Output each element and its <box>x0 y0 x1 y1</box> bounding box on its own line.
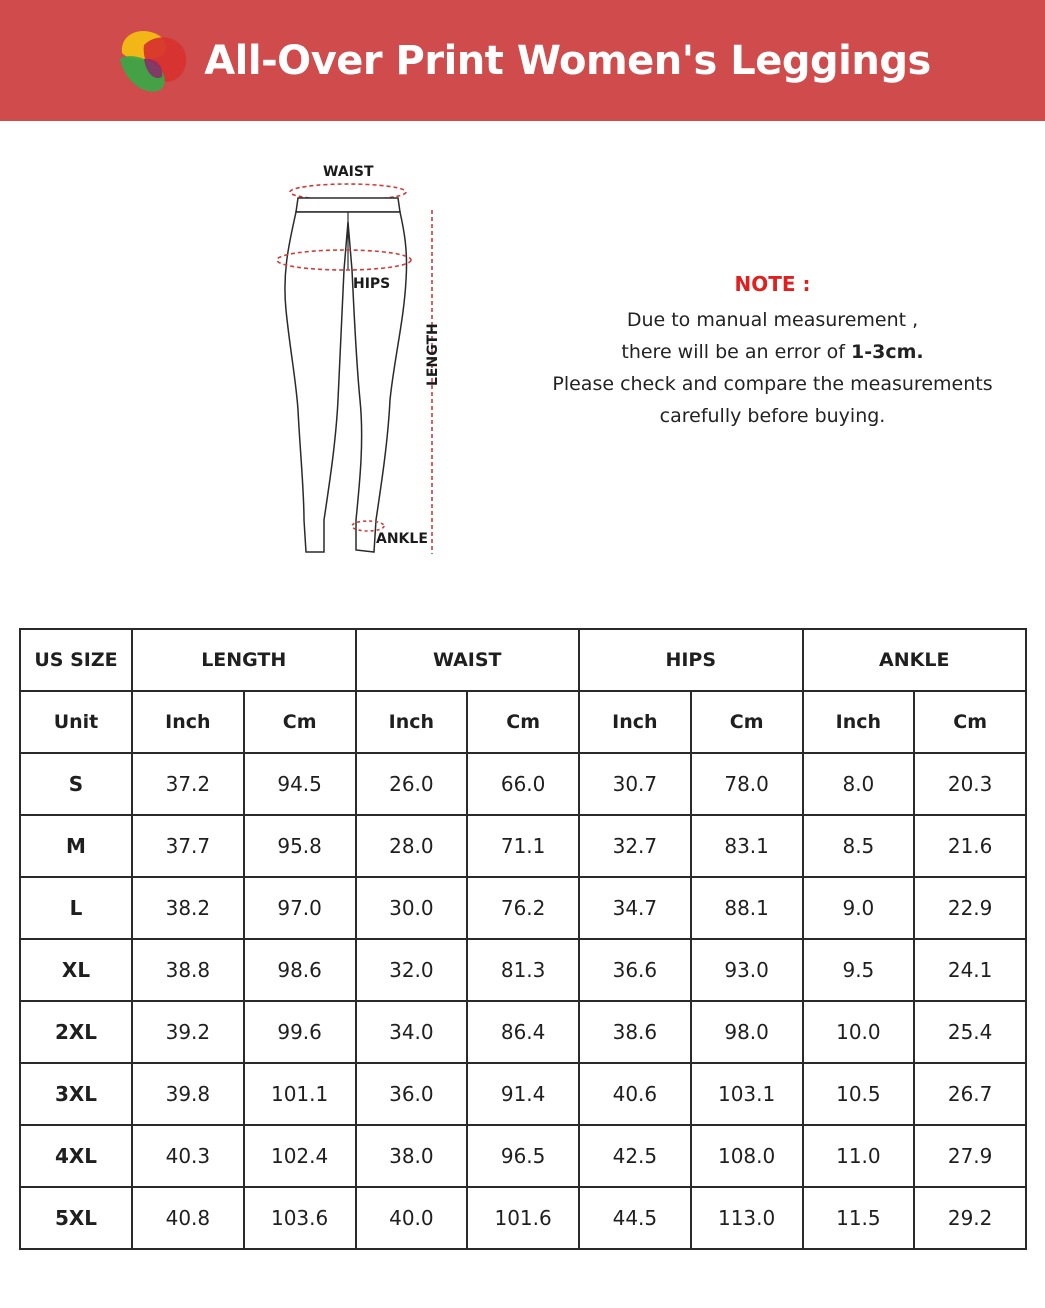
measurement-cell: 38.8 <box>132 939 244 1001</box>
table-row <box>20 1001 1026 1063</box>
measurement-cell: 98.6 <box>244 939 356 1001</box>
measurement-cell: 37.2 <box>132 753 244 815</box>
measurement-cell: 93.0 <box>691 939 803 1001</box>
unit-cell: Inch <box>132 691 244 753</box>
measurement-cell: 8.5 <box>803 815 915 877</box>
size-cell: 2XL <box>20 1001 132 1063</box>
header-banner <box>0 0 1045 121</box>
unit-cell: Inch <box>579 691 691 753</box>
measurement-cell: 71.1 <box>467 815 579 877</box>
measurement-cell: 102.4 <box>244 1125 356 1187</box>
measurement-cell: 83.1 <box>691 815 803 877</box>
measurement-cell: 40.6 <box>579 1063 691 1125</box>
measurement-cell: 39.8 <box>132 1063 244 1125</box>
unit-header-row <box>20 691 1026 753</box>
measurement-cell: 36.6 <box>579 939 691 1001</box>
measurement-cell: 94.5 <box>244 753 356 815</box>
waist-label: WAIST <box>323 164 374 180</box>
measurement-cell: 25.4 <box>914 1001 1026 1063</box>
size-cell: 5XL <box>20 1187 132 1249</box>
size-cell: S <box>20 753 132 815</box>
measurement-cell: 78.0 <box>691 753 803 815</box>
measurement-cell: 34.0 <box>356 1001 468 1063</box>
table-row <box>20 877 1026 939</box>
measurement-cell: 86.4 <box>467 1001 579 1063</box>
unit-cell: Cm <box>467 691 579 753</box>
note-line-4: carefully before buying. <box>659 405 886 427</box>
measurement-cell: 108.0 <box>691 1125 803 1187</box>
unit-cell: Inch <box>356 691 468 753</box>
measurement-cell: 40.8 <box>132 1187 244 1249</box>
note-line-2 <box>545 336 1000 368</box>
table-row <box>20 815 1026 877</box>
measurement-cell: 27.9 <box>914 1125 1026 1187</box>
measurement-note <box>545 272 1000 432</box>
measurement-cell: 101.6 <box>467 1187 579 1249</box>
measurement-cell: 36.0 <box>356 1063 468 1125</box>
measurement-cell: 66.0 <box>467 753 579 815</box>
measurement-cell: 88.1 <box>691 877 803 939</box>
unit-cell: Inch <box>803 691 915 753</box>
measurement-cell: 29.2 <box>914 1187 1026 1249</box>
measurement-cell: 32.0 <box>356 939 468 1001</box>
hips-label: HIPS <box>353 276 391 292</box>
measurement-cell: 95.8 <box>244 815 356 877</box>
measurement-cell: 113.0 <box>691 1187 803 1249</box>
measurement-cell: 8.0 <box>803 753 915 815</box>
note-line-1: Due to manual measurement , <box>626 309 919 331</box>
group-header-row <box>20 629 1026 691</box>
size-cell: 3XL <box>20 1063 132 1125</box>
hips-group-header: HIPS <box>579 629 803 691</box>
measurement-cell: 99.6 <box>244 1001 356 1063</box>
measurement-cell: 96.5 <box>467 1125 579 1187</box>
table-row <box>20 939 1026 1001</box>
measurement-cell: 81.3 <box>467 939 579 1001</box>
measurement-cell: 11.0 <box>803 1125 915 1187</box>
measurement-cell: 91.4 <box>467 1063 579 1125</box>
measurement-cell: 22.9 <box>914 877 1026 939</box>
unit-cell: Cm <box>691 691 803 753</box>
measurement-cell: 34.7 <box>579 877 691 939</box>
waist-group-header: WAIST <box>356 629 580 691</box>
measurement-cell: 26.7 <box>914 1063 1026 1125</box>
measurement-cell: 21.6 <box>914 815 1026 877</box>
measurement-cell: 40.0 <box>356 1187 468 1249</box>
size-cell: 4XL <box>20 1125 132 1187</box>
size-chart-table <box>19 628 1027 1250</box>
measurement-cell: 40.3 <box>132 1125 244 1187</box>
length-label: LENGTH <box>425 323 441 386</box>
measurement-cell: 9.0 <box>803 877 915 939</box>
length-group-header: LENGTH <box>132 629 356 691</box>
measurement-cell: 103.1 <box>691 1063 803 1125</box>
size-cell: XL <box>20 939 132 1001</box>
page-title: All-Over Print Women's Leggings <box>204 37 931 84</box>
measurement-cell: 30.7 <box>579 753 691 815</box>
unit-cell: Cm <box>914 691 1026 753</box>
measurement-cell: 24.1 <box>914 939 1026 1001</box>
measurement-cell: 32.7 <box>579 815 691 877</box>
table-row <box>20 753 1026 815</box>
measurement-cell: 101.1 <box>244 1063 356 1125</box>
ankle-group-header: ANKLE <box>803 629 1027 691</box>
measurement-cell: 38.0 <box>356 1125 468 1187</box>
measurement-cell: 103.6 <box>244 1187 356 1249</box>
measurement-cell: 76.2 <box>467 877 579 939</box>
note-line-2-prefix: there will be an error of <box>621 341 851 363</box>
measurement-cell: 28.0 <box>356 815 468 877</box>
measurement-cell: 9.5 <box>803 939 915 1001</box>
measurement-cell: 97.0 <box>244 877 356 939</box>
us-size-header: US SIZE <box>20 629 132 691</box>
measurement-cell: 37.7 <box>132 815 244 877</box>
leggings-outline-icon <box>260 150 480 570</box>
measurement-cell: 44.5 <box>579 1187 691 1249</box>
size-cell: M <box>20 815 132 877</box>
note-error-range: 1-3cm. <box>851 341 924 363</box>
measurement-cell: 98.0 <box>691 1001 803 1063</box>
ankle-label: ANKLE <box>376 531 428 547</box>
measurement-cell: 20.3 <box>914 753 1026 815</box>
measurement-cell: 39.2 <box>132 1001 244 1063</box>
measurement-cell: 38.2 <box>132 877 244 939</box>
tri-petal-logo-icon <box>114 23 190 99</box>
measurement-cell: 42.5 <box>579 1125 691 1187</box>
note-line-3: Please check and compare the measurements <box>552 373 993 395</box>
unit-cell: Cm <box>244 691 356 753</box>
table-row <box>20 1125 1026 1187</box>
measurement-cell: 10.0 <box>803 1001 915 1063</box>
unit-header: Unit <box>20 691 132 753</box>
measurement-cell: 30.0 <box>356 877 468 939</box>
measurement-cell: 10.5 <box>803 1063 915 1125</box>
measurement-cell: 11.5 <box>803 1187 915 1249</box>
measurement-cell: 38.6 <box>579 1001 691 1063</box>
leggings-diagram <box>260 150 480 570</box>
size-cell: L <box>20 877 132 939</box>
table-row <box>20 1063 1026 1125</box>
table-row <box>20 1187 1026 1249</box>
size-rows <box>20 753 1026 1249</box>
note-title: NOTE : <box>734 272 811 296</box>
measurement-cell: 26.0 <box>356 753 468 815</box>
